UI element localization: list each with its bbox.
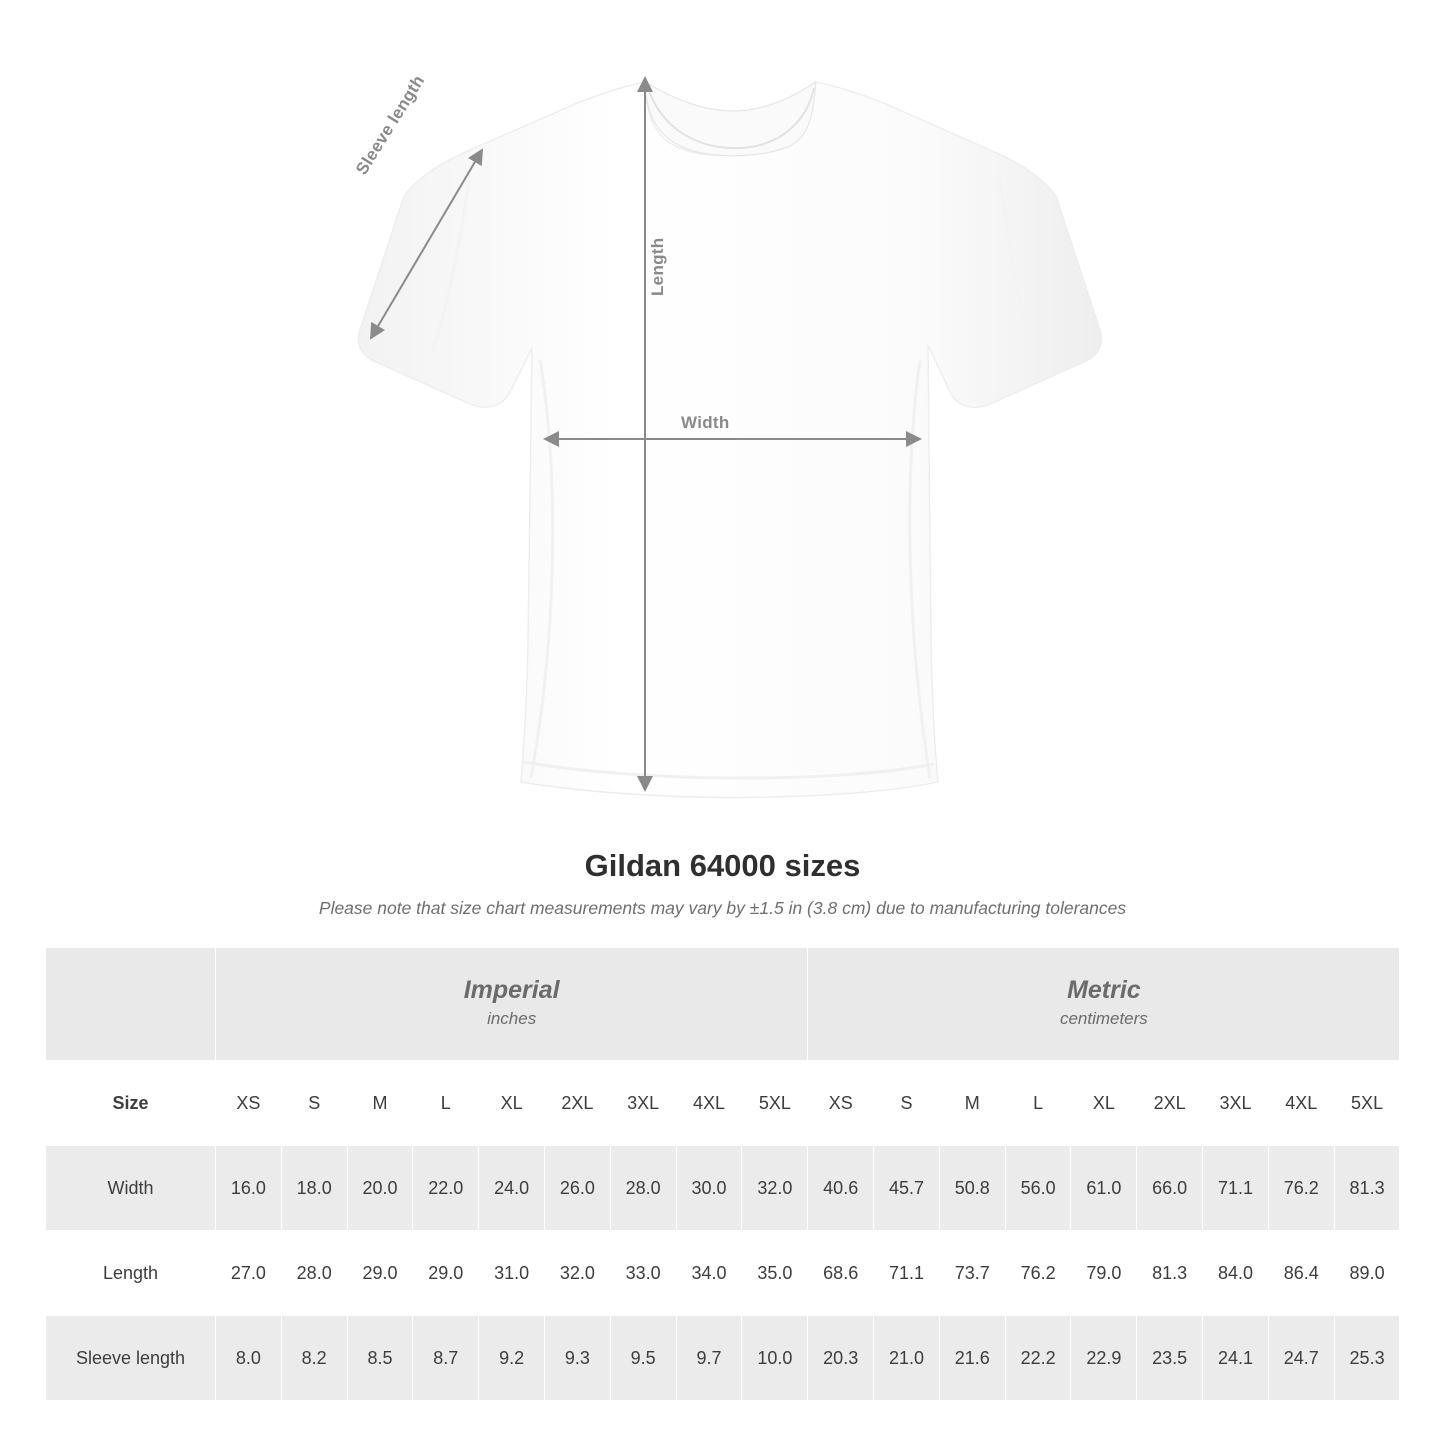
value-cell: 9.5 [610, 1316, 676, 1401]
value-cell: 79.0 [1071, 1231, 1137, 1316]
value-cell: 56.0 [1005, 1146, 1071, 1231]
unit-header-row [46, 948, 1400, 1061]
size-cell: XS [216, 1061, 282, 1146]
row-header-width: Width [46, 1146, 216, 1231]
value-cell: 45.7 [874, 1146, 940, 1231]
value-cell: 8.7 [413, 1316, 479, 1401]
size-cell: XL [479, 1061, 545, 1146]
value-cell: 21.6 [939, 1316, 1005, 1401]
value-cell: 22.0 [413, 1146, 479, 1231]
size-table-wrapper [45, 947, 1400, 1401]
value-cell: 28.0 [281, 1231, 347, 1316]
size-cell: 5XL [1334, 1061, 1400, 1146]
value-cell: 22.9 [1071, 1316, 1137, 1401]
value-cell: 76.2 [1268, 1146, 1334, 1231]
value-cell: 9.7 [676, 1316, 742, 1401]
value-cell: 8.0 [216, 1316, 282, 1401]
metric-unit-label: centimeters [1059, 1008, 1148, 1028]
length-label: Length [648, 237, 667, 296]
value-cell: 22.2 [1005, 1316, 1071, 1401]
value-cell: 23.5 [1137, 1316, 1203, 1401]
size-cell: 4XL [676, 1061, 742, 1146]
size-cell: 3XL [1203, 1061, 1269, 1146]
imperial-header [216, 948, 808, 1061]
unit-header-spacer [46, 948, 216, 1061]
row-header-length: Length [46, 1231, 216, 1316]
value-cell: 81.3 [1334, 1146, 1400, 1231]
value-cell: 29.0 [413, 1231, 479, 1316]
value-cell: 26.0 [544, 1146, 610, 1231]
size-cell: XL [1071, 1061, 1137, 1146]
value-cell: 89.0 [1334, 1231, 1400, 1316]
value-cell: 20.3 [808, 1316, 874, 1401]
table-row-width [46, 1146, 1400, 1231]
value-cell: 8.5 [347, 1316, 413, 1401]
value-cell: 27.0 [216, 1231, 282, 1316]
size-cell: 4XL [1268, 1061, 1334, 1146]
value-cell: 68.6 [808, 1231, 874, 1316]
value-cell: 71.1 [874, 1231, 940, 1316]
size-cell: L [1005, 1061, 1071, 1146]
value-cell: 10.0 [742, 1316, 808, 1401]
value-cell: 40.6 [808, 1146, 874, 1231]
value-cell: 86.4 [1268, 1231, 1334, 1316]
value-cell: 81.3 [1137, 1231, 1203, 1316]
imperial-system-label: Imperial [463, 976, 560, 1005]
value-cell: 24.1 [1203, 1316, 1269, 1401]
size-cell: S [874, 1061, 940, 1146]
size-table [45, 947, 1400, 1401]
size-cell: L [413, 1061, 479, 1146]
tolerance-note: Please note that size chart measurements may vary by ±1.5 in (3.8 cm) due to manufacturing tolerances [318, 898, 1127, 918]
table-row-length [46, 1231, 1400, 1316]
size-cell: 3XL [610, 1061, 676, 1146]
value-cell: 24.0 [479, 1146, 545, 1231]
size-header-row [46, 1061, 1400, 1146]
value-cell: 32.0 [544, 1231, 610, 1316]
value-cell: 32.0 [742, 1146, 808, 1231]
value-cell: 9.2 [479, 1316, 545, 1401]
metric-system-label: Metric [1067, 976, 1141, 1005]
value-cell: 73.7 [939, 1231, 1005, 1316]
value-cell: 21.0 [874, 1316, 940, 1401]
value-cell: 28.0 [610, 1146, 676, 1231]
metric-header [808, 948, 1400, 1061]
size-cell: 2XL [544, 1061, 610, 1146]
value-cell: 71.1 [1203, 1146, 1269, 1231]
value-cell: 8.2 [281, 1316, 347, 1401]
size-cell: 2XL [1137, 1061, 1203, 1146]
value-cell: 24.7 [1268, 1316, 1334, 1401]
value-cell: 31.0 [479, 1231, 545, 1316]
value-cell: 25.3 [1334, 1316, 1400, 1401]
imperial-unit-label: inches [487, 1008, 537, 1028]
size-cell: M [939, 1061, 1005, 1146]
value-cell: 35.0 [742, 1231, 808, 1316]
value-cell: 61.0 [1071, 1146, 1137, 1231]
size-cell: M [347, 1061, 413, 1146]
value-cell: 34.0 [676, 1231, 742, 1316]
size-cell: S [281, 1061, 347, 1146]
value-cell: 16.0 [216, 1146, 282, 1231]
table-row-sleeve-length [46, 1316, 1400, 1401]
value-cell: 18.0 [281, 1146, 347, 1231]
value-cell: 76.2 [1005, 1231, 1071, 1316]
value-cell: 29.0 [347, 1231, 413, 1316]
value-cell: 66.0 [1137, 1146, 1203, 1231]
value-cell: 84.0 [1203, 1231, 1269, 1316]
value-cell: 9.3 [544, 1316, 610, 1401]
row-header-sleeve-length: Sleeve length [46, 1316, 216, 1401]
value-cell: 20.0 [347, 1146, 413, 1231]
value-cell: 50.8 [939, 1146, 1005, 1231]
page-title: Gildan 64000 sizes [584, 848, 861, 883]
value-cell: 33.0 [610, 1231, 676, 1316]
value-cell: 30.0 [676, 1146, 742, 1231]
size-cell: XS [808, 1061, 874, 1146]
width-label: Width [681, 413, 730, 432]
sleeve-length-label: Sleeve length [352, 71, 429, 179]
row-header-size: Size [46, 1061, 216, 1146]
size-cell: 5XL [742, 1061, 808, 1146]
